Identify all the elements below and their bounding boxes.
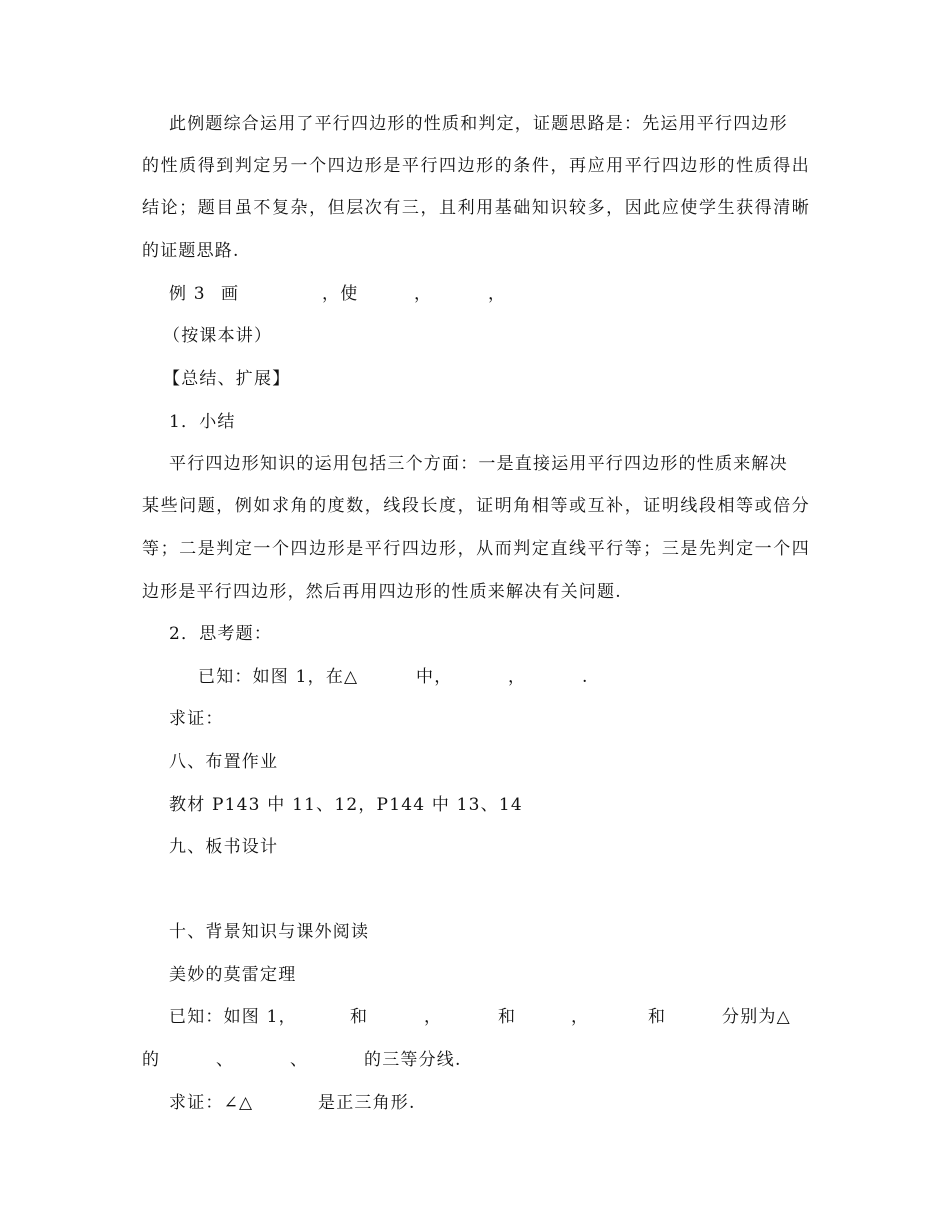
problem-text: 和 xyxy=(648,1007,667,1027)
paragraph-line: 等；二是判定一个四边形是平行四边形，从而判定直线平行等；三是先判定一个四 xyxy=(142,539,810,559)
problem-text: 是正三角形. xyxy=(318,1093,416,1113)
paragraph-line: 某些问题，例如求角的度数，线段长度，证明角相等或互补，证明线段相等或倍分 xyxy=(142,496,810,516)
paragraph-line: 的性质得到判定另一个四边形是平行四边形的条件，再应用平行四边形的性质得出 xyxy=(142,156,810,176)
example-text: ，使 xyxy=(322,284,359,304)
section-heading: 十、背景知识与课外阅读 xyxy=(169,922,370,942)
reading-title: 美妙的莫雷定理 xyxy=(169,965,297,985)
problem-text: 求证：∠△ xyxy=(169,1093,254,1113)
problem-text: ， xyxy=(508,667,527,687)
paragraph-line: 结论；题目虽不复杂，但层次有三，且利用基础知识较多，因此应使学生获得清晰 xyxy=(142,198,810,218)
example-text: 画 xyxy=(221,284,240,304)
example-label: 例 3 xyxy=(169,284,206,304)
subsection-heading: 2．思考题： xyxy=(169,624,273,644)
paragraph-line: 此例题综合运用了平行四边形的性质和判定，证题思路是：先运用平行四边形 xyxy=(169,114,788,134)
problem-text: . xyxy=(582,667,589,687)
section-heading: 八、布置作业 xyxy=(169,752,279,772)
problem-text: 分别为△ xyxy=(722,1007,791,1027)
problem-text: 、 xyxy=(290,1050,309,1070)
example-text: ， xyxy=(488,284,507,304)
note-text: （按课本讲） xyxy=(163,326,273,346)
homework-text: 教材 P143 中 11、12，P144 中 13、14 xyxy=(169,795,523,815)
problem-text: 和 xyxy=(350,1007,369,1027)
problem-text: 中， xyxy=(416,667,453,687)
problem-text: 已知：如图 1， xyxy=(169,1007,297,1027)
problem-text: 的三等分线. xyxy=(364,1050,462,1070)
paragraph-line: 平行四边形知识的运用包括三个方面：一是直接运用平行四边形的性质来解决 xyxy=(169,454,788,474)
paragraph-line: 边形是平行四边形，然后再用四边形的性质来解决有关问题. xyxy=(142,582,622,602)
problem-text: ， xyxy=(571,1007,590,1027)
paragraph-line: 的证题思路. xyxy=(142,241,240,261)
problem-text: 已知：如图 1，在△ xyxy=(198,667,359,687)
problem-text: 和 xyxy=(498,1007,517,1027)
section-heading: 九、板书设计 xyxy=(169,837,279,857)
section-heading: 【总结、扩展】 xyxy=(163,369,291,389)
example-text: ， xyxy=(414,284,433,304)
problem-text: 、 xyxy=(216,1050,235,1070)
subsection-heading: 1．小结 xyxy=(169,412,236,432)
problem-text: ， xyxy=(424,1007,443,1027)
problem-text: 的 xyxy=(142,1050,161,1070)
problem-text: 求证： xyxy=(169,709,224,729)
